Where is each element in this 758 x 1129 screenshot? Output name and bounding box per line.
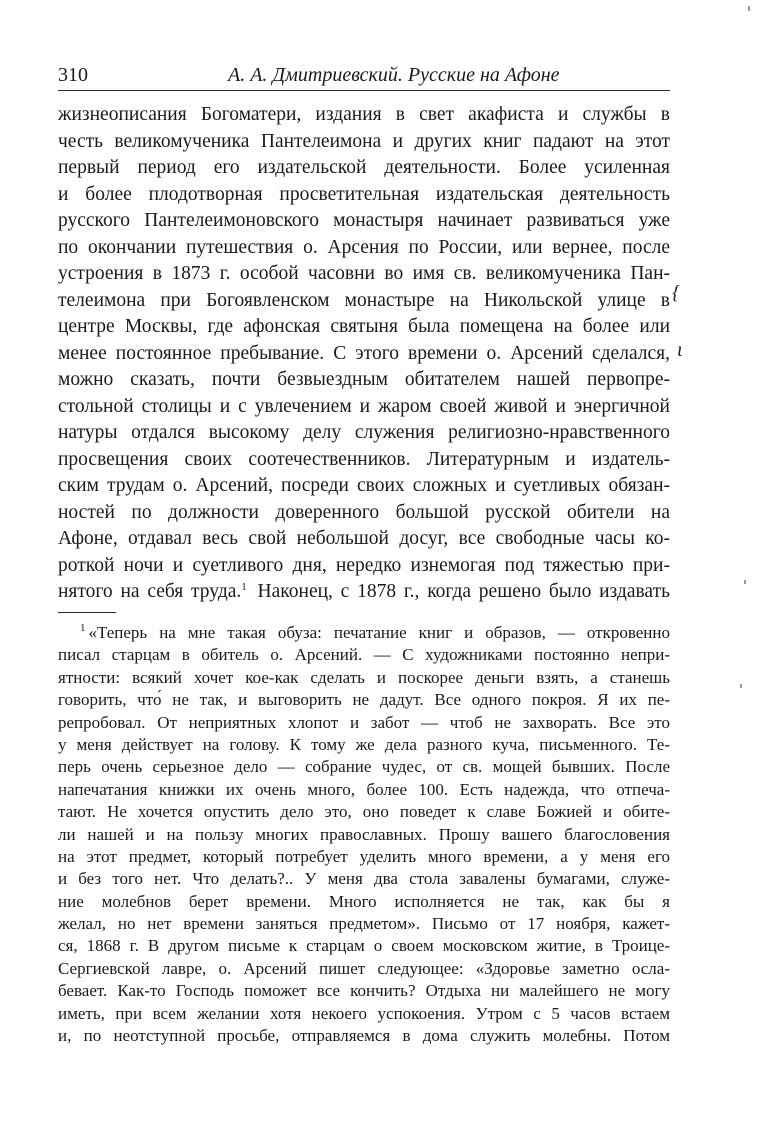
running-title: А. А. Дмитриевский. Русские на Афоне	[228, 64, 560, 86]
text-line: первый период его издательской деятельности. Более усиленная	[58, 157, 670, 178]
text-line-with-footnote-ref	[58, 579, 670, 606]
text-line: можно сказать, почти безвыездным обитателем нашей первопре-	[58, 369, 670, 390]
footnote	[58, 622, 670, 1047]
footnote-reference[interactable]: 1	[241, 581, 247, 593]
text-line: стольной столицы и с увлечением и жаром своей живой и энергичной	[58, 395, 670, 417]
page-header	[58, 60, 670, 91]
text-line: русского Пантелеимоновского монастыря начинает развиваться уже	[58, 210, 670, 231]
text-line: роткой ночи и суетливого дня, нередко изнемогая под тяжестью при-	[58, 554, 670, 576]
footnote-line: писал старцам в обитель о. Арсений. — С художниками постоянно непри-	[58, 645, 670, 665]
footnote-marker: 1	[80, 622, 86, 634]
footnote-line: перь очень серьезное дело — собрание чудес, от св. мощей бывших. После	[58, 757, 670, 777]
text-line: телеимона при Богоявленском монастыре на Никольской улице в	[58, 289, 670, 311]
text-line: менее постоянное пребывание. С этого времени о. Арсений сделался,	[58, 342, 670, 364]
footnote-line: ли нашей и на пользу многих православных. Прошу вашего благословения	[58, 824, 670, 844]
text-line: натуры отдался высокому делу служения религиозно-нравственного	[58, 422, 670, 443]
scan-speck	[740, 684, 742, 688]
footnote-line: желал, но нет времени заняться предметом». Письмо от 17 ноября, кажет-	[58, 914, 670, 934]
footnote-line: ятности: всякий хочет кое-как сделать и поскорее деньги взять, а станешь	[58, 667, 670, 687]
text-line: и более плодотворная просветительная издательская деятельность	[58, 183, 670, 205]
text-line: центре Москвы, где афонская святыня была помещена на более или	[58, 316, 670, 337]
page-number: 310	[58, 64, 88, 86]
text-fragment: нятого на себя труда.	[58, 581, 242, 602]
scan-speck	[744, 580, 746, 584]
scan-speck	[748, 6, 750, 11]
footnote-divider	[58, 612, 116, 613]
text-line: жизнеописания Богоматери, издания в свет акафиста и службы в	[58, 104, 670, 125]
footnote-line: и, по неотступной просьбе, отправляемся в дома служить молебны. Потом	[58, 1026, 670, 1046]
text-line: ностей по должности доверенного большой русской обители на	[58, 501, 670, 523]
footnote-text: «Теперь на мне такая обуза: печатание книг и образов, — откровенно	[88, 623, 670, 642]
footnote-line	[58, 622, 670, 644]
margin-annotation: ι	[677, 339, 683, 361]
footnote-line: ся, 1868 г. В другом письме к старцам о своем московском житие, в Троице-	[58, 936, 670, 956]
text-line: ским трудам о. Арсений, посреди своих сложных и суетливых обязан-	[58, 475, 670, 496]
text-line: честь великомученика Пантелеимона и других книг падают на этот	[58, 130, 670, 152]
footnote-line: ние молебнов берет времени. Много исполняется не так, как бы я	[58, 891, 670, 911]
footnote-line: иметь, при всем желании хотя некоего успокоения. Утром с 5 часов встаем	[58, 1003, 670, 1023]
footnote-line: репробовал. От неприятных хлопот и забот — чтоб не захворать. Все это	[58, 712, 670, 732]
text-line: устроения в 1873 г. особой часовни во имя св. великомученика Пан-	[58, 263, 670, 284]
text-line: просвещения своих соотечественников. Литературным и издатель-	[58, 448, 670, 470]
margin-annotation: {	[672, 282, 680, 304]
footnote-line: тают. Не хочется опустить дело это, оно поведет к славе Божией и обите-	[58, 802, 670, 822]
text-fragment: Наконец, с 1878 г., когда решено было издавать	[249, 581, 670, 602]
text-line: по окончании путешествия о. Арсения по России, или вернее, после	[58, 236, 670, 258]
footnote-line: говорить, что́ не так, и выговорить не дадут. Все одного покроя. Я их пе-	[58, 690, 670, 710]
footnote-line: бевает. Как-то Господь поможет все кончить? Отдыха ни малейшего не могу	[58, 981, 670, 1001]
text-line: Афоне, отдавал весь свой небольшой досуг, все свободные часы ко-	[58, 528, 670, 549]
footnote-line: напечатания книжки их очень много, более 100. Есть надежда, что отпеча-	[58, 779, 670, 799]
main-text	[58, 102, 670, 606]
footnote-line: на этот предмет, который потребует уделить много времени, а у меня его	[58, 846, 670, 866]
footnote-line: Сергиевской лавре, о. Арсений пишет следующее: «Здоровье заметно осла-	[58, 958, 670, 978]
footnote-line: и без того нет. Что делать?.. У меня два стола завалены бумагами, служе-	[58, 869, 670, 889]
footnote-line: у меня действует на голову. К тому же дела разного куча, письменного. Те-	[58, 734, 670, 754]
